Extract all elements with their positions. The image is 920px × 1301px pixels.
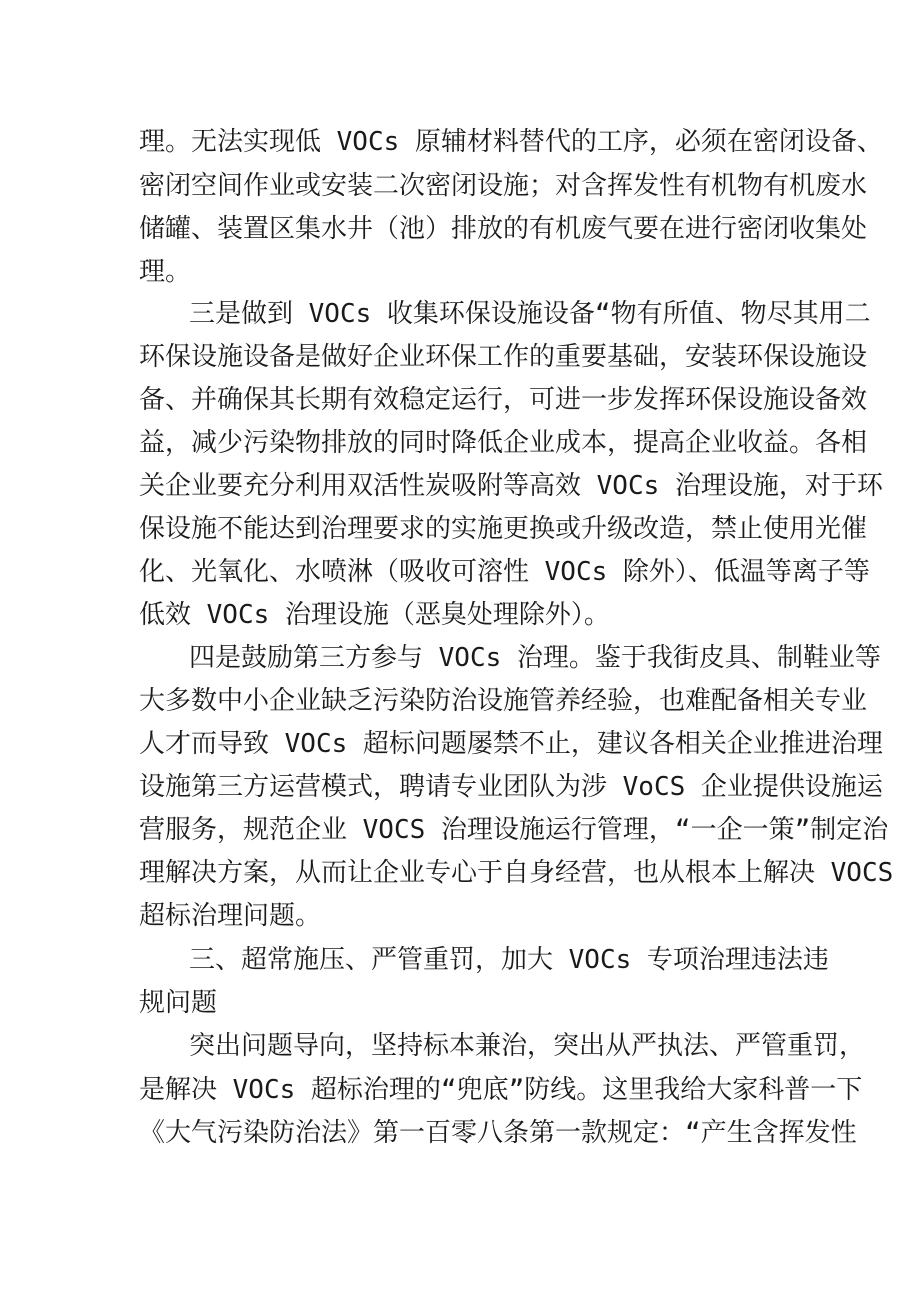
text-line: 突出问题导向，坚持标本兼治，突出从严执法、严管重罚， [189, 1031, 866, 1061]
text-line: 大多数中小企业缺乏污染防治设施管养经验，也难配备相关专业 [139, 686, 868, 716]
text-line: 益，减少污染物排放的同时降低企业成本，提高企业收益。各相 [139, 428, 868, 458]
text-line: 三是做到 VOCs 收集环保设施设备“物有所值、物尽其用二 [189, 299, 871, 329]
text-line: 低效 VOCs 治理设施（恶臭处理除外）。 [139, 600, 610, 630]
text-line: 设施第三方运营模式，聘请专业团队为涉 VoCS 企业提供设施运 [139, 772, 883, 802]
text-line: 营服务，规范企业 VOCS 治理设施运行管理，“一企一策”制定治 [139, 815, 889, 845]
text-line: 理解决方案，从而让企业专心于自身经营，也从根本上解决 VOCS [139, 858, 894, 888]
text-line: 四是鼓励第三方参与 VOCs 治理。鉴于我街皮具、制鞋业等 [189, 643, 881, 673]
section-heading: 三、超常施压、严管重罚，加大 VOCs 专项治理违法违 [189, 945, 829, 975]
text-line: 储罐、装置区集水井（池）排放的有机废气要在进行密闭收集处 [139, 214, 868, 244]
text-line: 《大气污染防治法》第一百零八条第一款规定：“产生含挥发性 [139, 1118, 857, 1148]
text-line: 是解决 VOCs 超标治理的“兜底”防线。这里我给大家科普一下 [139, 1075, 863, 1105]
text-line: 密闭空间作业或安装二次密闭设施；对含挥发性有机物有机废水 [139, 171, 868, 201]
text-line: 理。无法实现低 VOCs 原辅材料替代的工序，必须在密闭设备、 [139, 127, 883, 157]
section-heading: 规问题 [139, 988, 218, 1018]
text-line: 超标治理问题。 [139, 901, 322, 931]
text-line: 备、并确保其长期有效稳定运行，可进一步发挥环保设施设备效 [139, 385, 868, 415]
text-line: 化、光氧化、水喷淋（吸收可溶性 VOCs 除外）、低温等离子等 [139, 557, 870, 587]
text-line: 关企业要充分利用双活性炭吸附等高效 VOCs 治理设施，对于环 [139, 471, 883, 501]
text-line: 保设施不能达到治理要求的实施更换或升级改造，禁止使用光催 [139, 514, 868, 544]
text-line: 环保设施设备是做好企业环保工作的重要基础，安装环保设施设 [139, 342, 868, 372]
text-line: 理。 [139, 257, 192, 287]
text-line: 人才而导致 VOCs 超标问题屡禁不止，建议各相关企业推进治理 [139, 729, 883, 759]
